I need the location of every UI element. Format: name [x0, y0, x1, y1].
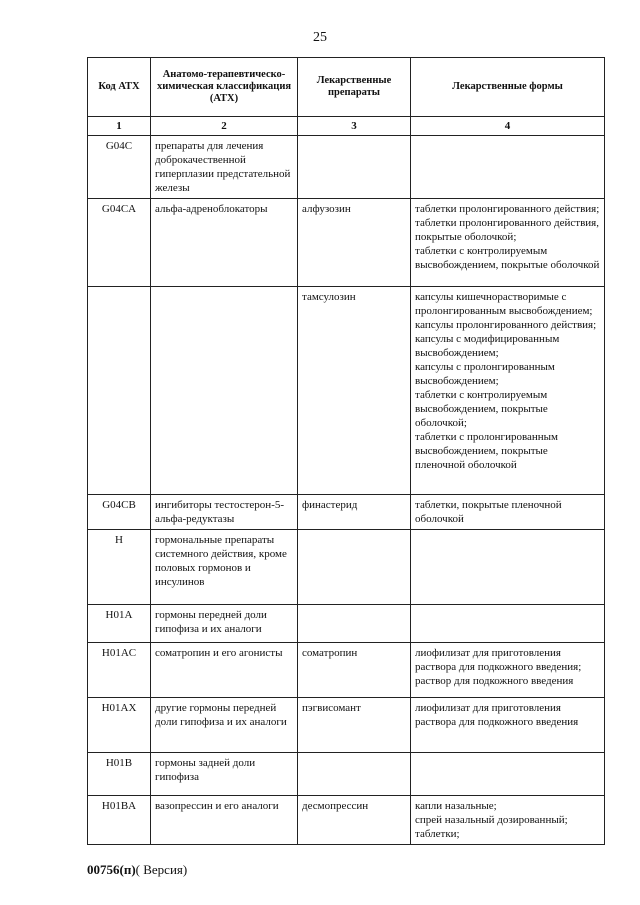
dosage-form: спрей назальный дозированный; [415, 814, 568, 826]
atx-code-cell [88, 287, 151, 495]
atx-code-cell: G04CA [88, 199, 151, 287]
drug-cell: алфузозин [298, 199, 411, 287]
column-number: 4 [411, 117, 605, 136]
table-row [88, 495, 605, 530]
drug-cell: тамсулозин [298, 287, 411, 495]
forms-cell [411, 643, 605, 698]
table-row [88, 530, 605, 605]
dosage-form: капли назальные; [415, 800, 497, 812]
forms-cell [411, 287, 605, 495]
classification-cell: гормональные препараты системного действия, кроме половых гормонов и инсулинов [151, 530, 298, 605]
classification-cell: вазопрессин и его аналоги [151, 796, 298, 845]
column-number: 2 [151, 117, 298, 136]
atx-code-cell: H01B [88, 753, 151, 796]
column-number-row [88, 117, 605, 136]
atx-code-cell: H01BA [88, 796, 151, 845]
classification-cell: препараты для лечения доброкачественной гиперплазии предстательной железы [151, 136, 298, 199]
header-classification: Анатомо-терапевтическо-химическая классификация (АТХ) [151, 58, 298, 117]
forms-cell [411, 530, 605, 605]
document-version: ( Версия) [135, 862, 188, 877]
table-row [88, 698, 605, 753]
dosage-form: капсулы кишечнорастворимые с пролонгированным высвобождением; [415, 291, 593, 317]
drug-cell [298, 605, 411, 643]
header-code: Код АТХ [88, 58, 151, 117]
dosage-form: капсулы с пролонгированным высвобождением; [415, 361, 555, 387]
header-forms: Лекарственные формы [411, 58, 605, 117]
classification-cell: ингибиторы тестостерон-5-альфа-редуктазы [151, 495, 298, 530]
column-number: 3 [298, 117, 411, 136]
dosage-form: таблетки с пролонгированным высвобождением, покрытые пленочной оболочкой [415, 431, 559, 471]
table-row [88, 753, 605, 796]
classification-cell: другие гормоны передней доли гипофиза и их аналоги [151, 698, 298, 753]
atx-code-cell: H01A [88, 605, 151, 643]
forms-cell [411, 796, 605, 845]
dosage-form: таблетки с контролируемым высвобождением, покрытые оболочкой [415, 245, 600, 271]
classification-cell: соматропин и его агонисты [151, 643, 298, 698]
document-footer [87, 862, 187, 878]
dosage-form: таблетки пролонгированного действия, покрытые оболочкой; [415, 217, 599, 243]
table-row [88, 643, 605, 698]
classification-cell: гормоны передней доли гипофиза и их аналоги [151, 605, 298, 643]
forms-cell [411, 199, 605, 287]
table-row [88, 796, 605, 845]
forms-cell [411, 605, 605, 643]
document-code: 00756(п) [87, 862, 136, 877]
forms-cell [411, 136, 605, 199]
drug-cell: пэгвисомант [298, 698, 411, 753]
atx-code-cell: H01AX [88, 698, 151, 753]
dosage-form: таблетки с контролируемым высвобождением, покрытые оболочкой; [415, 389, 548, 429]
table-body [88, 136, 605, 845]
table-row [88, 136, 605, 199]
atx-code-cell: G04CB [88, 495, 151, 530]
atx-code-cell: H01AC [88, 643, 151, 698]
atx-table [87, 57, 605, 845]
table-row [88, 199, 605, 287]
dosage-form: таблетки пролонгированного действия; [415, 203, 600, 215]
dosage-form: таблетки, покрытые пленочной оболочкой [415, 499, 562, 525]
table-header-row [88, 58, 605, 117]
column-number: 1 [88, 117, 151, 136]
dosage-form: капсулы пролонгированного действия; [415, 319, 597, 331]
drug-cell: соматропин [298, 643, 411, 698]
forms-cell [411, 495, 605, 530]
classification-cell: гормоны задней доли гипофиза [151, 753, 298, 796]
classification-cell: альфа-адреноблокаторы [151, 199, 298, 287]
page-number: 25 [313, 30, 327, 45]
drug-cell [298, 136, 411, 199]
forms-cell [411, 753, 605, 796]
table-row [88, 605, 605, 643]
dosage-form: лиофилизат для приготовления раствора для подкожного введения [415, 702, 579, 728]
dosage-form: капсулы с модифицированным высвобождением; [415, 333, 560, 359]
atx-code-cell: G04C [88, 136, 151, 199]
classification-cell [151, 287, 298, 495]
drug-cell [298, 530, 411, 605]
dosage-form: раствор для подкожного введения [415, 675, 574, 687]
drug-cell: десмопрессин [298, 796, 411, 845]
drug-cell: финастерид [298, 495, 411, 530]
dosage-form: лиофилизат для приготовления раствора для подкожного введения; [415, 647, 582, 673]
atx-code-cell: H [88, 530, 151, 605]
forms-cell [411, 698, 605, 753]
table-row [88, 287, 605, 495]
dosage-form: таблетки; [415, 828, 460, 840]
drug-cell [298, 753, 411, 796]
header-drugs: Лекарственные препараты [298, 58, 411, 117]
